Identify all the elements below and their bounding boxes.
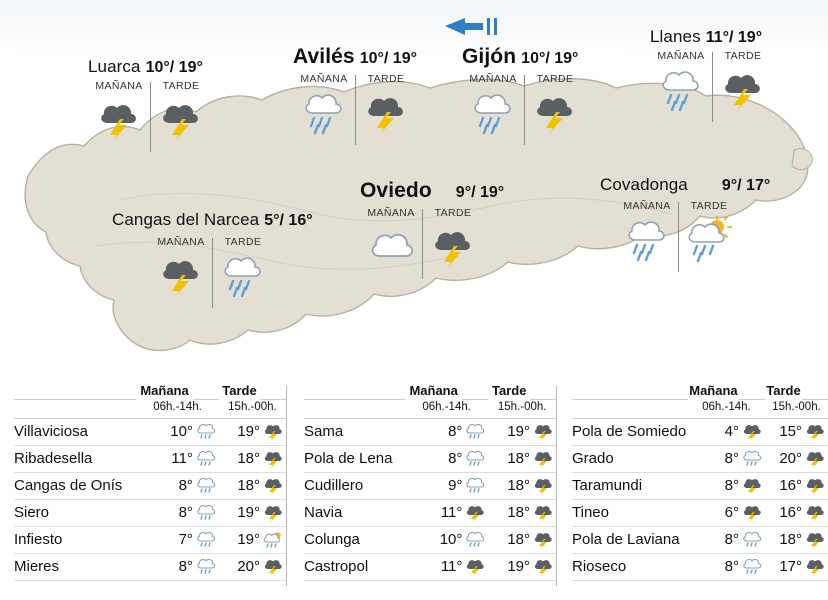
station-cangas-del-narcea-morning-label: MAÑANA	[157, 236, 205, 248]
row-name: Navia	[304, 499, 405, 526]
station-llanes-afternoon-icon-storm	[712, 64, 774, 114]
station-luarca-morning	[88, 80, 150, 144]
station-oviedo-morning-label: MAÑANA	[367, 207, 415, 219]
row-name: Rioseco	[572, 553, 688, 580]
station-oviedo-afternoon	[422, 207, 484, 271]
station-cangas-del-narcea-morning-icon-storm	[150, 250, 212, 300]
station-luarca-afternoon-label: TARDE	[162, 80, 200, 92]
row-afternoon-icon-storm	[530, 445, 556, 472]
table1-head-blank	[14, 382, 136, 399]
row-name: Pola de Somiedo	[572, 418, 688, 445]
station-cangas-del-narcea-afternoon	[212, 236, 274, 300]
table1-head-morning-icon	[193, 382, 219, 399]
station-aviles-name: Avilés	[293, 45, 355, 68]
table3-head-morning-icon	[739, 382, 765, 399]
table2-head-blank	[304, 382, 405, 399]
station-covadonga-name: Covadonga	[600, 175, 688, 194]
row-morning-icon-rain	[739, 445, 765, 472]
table-row	[304, 499, 556, 526]
table-row	[304, 418, 556, 445]
station-cangas-del-narcea-afternoon-icon-rain	[212, 250, 274, 300]
row-afternoon-icon-storm	[530, 418, 556, 445]
station-gijon-afternoon-icon-storm	[524, 87, 586, 137]
row-name: Villaviciosa	[14, 418, 136, 445]
station-oviedo-morning-icon-cloud	[360, 221, 422, 271]
row-afternoon-icon-storm	[802, 553, 828, 580]
row-afternoon-icon-storm	[530, 526, 556, 553]
table1-body	[14, 418, 286, 580]
station-gijon-name: Gijón	[462, 45, 517, 68]
station-llanes-name: Llanes	[650, 27, 701, 46]
station-oviedo-afternoon-icon-storm	[422, 221, 484, 271]
table1-head-afternoon-icon	[260, 382, 286, 399]
table2-head-morning: Mañana	[409, 383, 458, 398]
station-llanes-header	[650, 28, 774, 46]
row-morning-icon-rain	[462, 526, 488, 553]
forecast-table-3-grid	[572, 382, 828, 581]
row-morning-temp: 11°	[405, 553, 463, 580]
station-aviles-temps: 10°/ 19°	[359, 50, 417, 67]
station-oviedo	[360, 180, 504, 271]
row-afternoon-temp: 17°	[765, 553, 802, 580]
table-row	[304, 526, 556, 553]
table-separator-2	[556, 386, 557, 586]
row-afternoon-temp: 19°	[488, 418, 530, 445]
row-afternoon-temp: 20°	[219, 553, 260, 580]
row-name: Sama	[304, 418, 405, 445]
table2-body	[304, 418, 556, 580]
station-llanes	[650, 28, 774, 114]
station-luarca-name: Luarca	[88, 57, 141, 76]
station-cangas-del-narcea-temps: 5°/ 16°	[264, 212, 313, 229]
row-morning-temp: 8°	[405, 418, 463, 445]
table3-body	[572, 418, 828, 580]
station-oviedo-morning	[360, 207, 422, 271]
table-row	[572, 526, 828, 553]
table2-head-afternoon: Tarde	[491, 383, 527, 398]
row-morning-icon-rain	[193, 553, 219, 580]
station-gijon-morning-icon-rain	[462, 87, 524, 137]
forecast-table-2	[286, 372, 556, 600]
row-afternoon-icon-storm	[802, 499, 828, 526]
row-morning-temp: 8°	[688, 445, 739, 472]
station-llanes-afternoon-label: TARDE	[724, 50, 762, 62]
row-afternoon-temp: 19°	[219, 418, 260, 445]
station-cangas-del-narcea-header	[112, 211, 313, 229]
row-afternoon-temp: 18°	[488, 445, 530, 472]
row-morning-icon-storm	[462, 553, 488, 580]
station-aviles-afternoon-icon-storm	[355, 87, 417, 137]
row-afternoon-icon-storm	[802, 472, 828, 499]
forecast-table-1-grid	[14, 382, 286, 581]
table3-subhead-blank	[572, 399, 688, 418]
row-name: Taramundi	[572, 472, 688, 499]
row-afternoon-icon-storm	[530, 472, 556, 499]
row-name: Siero	[14, 499, 136, 526]
table-row	[14, 499, 286, 526]
station-llanes-morning-icon-rain	[650, 64, 712, 114]
station-luarca	[88, 58, 212, 144]
station-luarca-afternoon-icon-storm	[150, 94, 212, 144]
forecast-table-2-grid	[304, 382, 556, 581]
station-llanes-morning	[650, 50, 712, 114]
row-afternoon-icon-storm	[260, 445, 286, 472]
row-afternoon-icon-storm	[260, 553, 286, 580]
row-morning-icon-storm	[739, 472, 765, 499]
row-afternoon-temp: 16°	[765, 499, 802, 526]
row-morning-icon-rain	[462, 445, 488, 472]
station-luarca-header	[88, 58, 212, 76]
row-morning-icon-rain	[193, 526, 219, 553]
table2-head-afternoon-icon	[530, 382, 556, 399]
station-covadonga-morning	[616, 200, 678, 264]
table-row	[14, 526, 286, 553]
table-row	[14, 445, 286, 472]
row-morning-icon-rain	[193, 472, 219, 499]
row-afternoon-temp: 19°	[488, 553, 530, 580]
table2-head-morning-icon	[462, 382, 488, 399]
row-name: Cangas de Onís	[14, 472, 136, 499]
table1-subhead-blank	[14, 399, 136, 418]
table-row	[572, 499, 828, 526]
table3-head-morning: Mañana	[689, 383, 738, 398]
table-row	[14, 418, 286, 445]
wind-arrow-icon	[443, 16, 503, 40]
table-separator-1	[286, 386, 287, 586]
row-afternoon-icon-storm	[802, 526, 828, 553]
station-aviles-morning-label: MAÑANA	[300, 73, 348, 85]
table-row	[572, 445, 828, 472]
station-gijon-morning-label: MAÑANA	[469, 73, 517, 85]
row-morning-icon-rain	[739, 526, 765, 553]
station-luarca-morning-icon-storm	[88, 94, 150, 144]
station-llanes-temps: 11°/ 19°	[705, 29, 763, 46]
table1-head-afternoon: Tarde	[222, 383, 257, 398]
row-afternoon-temp: 18°	[488, 499, 530, 526]
table-row	[304, 553, 556, 580]
table2-subhead-blank	[304, 399, 405, 418]
station-luarca-afternoon	[150, 80, 212, 144]
station-cangas-del-narcea-afternoon-label: TARDE	[224, 236, 262, 248]
row-name: Infiesto	[14, 526, 136, 553]
row-afternoon-temp: 18°	[488, 526, 530, 553]
row-morning-temp: 7°	[136, 526, 193, 553]
row-morning-icon-storm	[462, 499, 488, 526]
row-afternoon-icon-storm	[530, 553, 556, 580]
row-morning-temp: 8°	[136, 472, 193, 499]
station-gijon	[462, 46, 586, 137]
table-row	[14, 472, 286, 499]
row-afternoon-temp: 18°	[219, 445, 260, 472]
station-aviles-afternoon	[355, 73, 417, 137]
station-oviedo-name: Oviedo	[360, 179, 432, 202]
table3-subhead-morning-time: 06h.-14h.	[688, 399, 765, 418]
station-llanes-morning-label: MAÑANA	[657, 50, 705, 62]
row-morning-temp: 10°	[405, 526, 463, 553]
row-name: Ribadesella	[14, 445, 136, 472]
row-afternoon-icon-sun-rain	[260, 526, 286, 553]
row-name: Colunga	[304, 526, 405, 553]
table1-subhead-morning-time: 06h.-14h.	[136, 399, 219, 418]
table3-head-afternoon: Tarde	[766, 383, 801, 398]
station-oviedo-temps: 9°/ 19°	[455, 184, 505, 201]
row-name: Cudillero	[304, 472, 405, 499]
row-name: Tineo	[572, 499, 688, 526]
row-afternoon-icon-storm	[802, 418, 828, 445]
station-cangas-del-narcea-morning	[150, 236, 212, 300]
station-covadonga-morning-icon-rain	[616, 214, 678, 264]
table3-head-afternoon-icon	[802, 382, 828, 399]
row-morning-icon-storm	[739, 418, 765, 445]
row-morning-icon-rain	[193, 445, 219, 472]
row-morning-icon-rain	[462, 418, 488, 445]
station-luarca-temps: 10°/ 19°	[145, 59, 203, 76]
row-name: Mieres	[14, 553, 136, 580]
station-cangas-del-narcea-name: Cangas del Narcea	[112, 210, 260, 229]
forecast-tables	[0, 372, 828, 600]
row-morning-temp: 4°	[688, 418, 739, 445]
forecast-table-1	[0, 372, 286, 600]
row-afternoon-icon-storm	[260, 418, 286, 445]
station-gijon-temps: 10°/ 19°	[521, 50, 579, 67]
station-cangas-del-narcea	[112, 210, 313, 300]
station-llanes-afternoon	[712, 50, 774, 114]
table-row	[572, 418, 828, 445]
station-aviles	[293, 46, 417, 137]
forecast-table-3	[556, 372, 828, 600]
row-morning-icon-rain	[193, 418, 219, 445]
station-covadonga	[600, 176, 770, 264]
station-gijon-morning	[462, 73, 524, 137]
table-row	[572, 553, 828, 580]
station-covadonga-afternoon-label: TARDE	[690, 200, 728, 212]
table-row	[572, 472, 828, 499]
row-morning-icon-rain	[193, 499, 219, 526]
row-afternoon-temp: 16°	[765, 472, 802, 499]
table-row	[14, 553, 286, 580]
row-afternoon-icon-storm	[530, 499, 556, 526]
row-afternoon-icon-storm	[260, 472, 286, 499]
row-afternoon-temp: 15°	[765, 418, 802, 445]
station-gijon-header	[462, 46, 586, 67]
station-aviles-morning	[293, 73, 355, 137]
station-covadonga-morning-label: MAÑANA	[623, 200, 671, 212]
row-afternoon-temp: 19°	[219, 499, 260, 526]
row-morning-temp: 11°	[405, 499, 463, 526]
row-afternoon-temp: 19°	[219, 526, 260, 553]
station-gijon-afternoon-label: TARDE	[536, 73, 574, 85]
row-afternoon-temp: 18°	[219, 472, 260, 499]
station-covadonga-afternoon-icon-sun-rain	[678, 214, 740, 264]
row-morning-icon-storm	[739, 499, 765, 526]
row-morning-temp: 11°	[136, 445, 193, 472]
station-covadonga-temps: 9°/ 17°	[721, 177, 771, 194]
row-morning-temp: 8°	[688, 526, 739, 553]
row-afternoon-icon-storm	[260, 499, 286, 526]
station-aviles-morning-icon-rain	[293, 87, 355, 137]
row-afternoon-temp: 18°	[488, 472, 530, 499]
table1-subhead-afternoon-time: 15h.-00h.	[219, 399, 286, 418]
row-morning-temp: 6°	[688, 499, 739, 526]
table3-subhead-afternoon-time: 15h.-00h.	[765, 399, 828, 418]
station-gijon-afternoon	[524, 73, 586, 137]
row-morning-temp: 8°	[688, 472, 739, 499]
station-oviedo-header	[360, 180, 504, 201]
row-morning-temp: 8°	[688, 553, 739, 580]
row-morning-temp: 8°	[405, 445, 463, 472]
station-covadonga-afternoon	[678, 200, 740, 264]
row-afternoon-temp: 20°	[765, 445, 802, 472]
table2-subhead-afternoon-time: 15h.-00h.	[488, 399, 556, 418]
row-name: Castropol	[304, 553, 405, 580]
row-name: Pola de Lena	[304, 445, 405, 472]
table-row	[304, 472, 556, 499]
station-covadonga-header	[600, 176, 770, 194]
table-row	[304, 445, 556, 472]
row-morning-temp: 8°	[136, 499, 193, 526]
station-aviles-header	[293, 46, 417, 67]
station-oviedo-afternoon-label: TARDE	[434, 207, 472, 219]
row-afternoon-icon-storm	[802, 445, 828, 472]
row-name: Grado	[572, 445, 688, 472]
station-aviles-afternoon-label: TARDE	[367, 73, 405, 85]
row-name: Pola de Laviana	[572, 526, 688, 553]
row-morning-temp: 10°	[136, 418, 193, 445]
table2-subhead-morning-time: 06h.-14h.	[405, 399, 489, 418]
row-morning-icon-rain	[462, 472, 488, 499]
row-morning-icon-rain	[739, 553, 765, 580]
station-luarca-morning-label: MAÑANA	[95, 80, 143, 92]
table1-head-morning: Mañana	[140, 383, 189, 398]
row-morning-temp: 9°	[405, 472, 463, 499]
row-afternoon-temp: 18°	[765, 526, 802, 553]
row-morning-temp: 8°	[136, 553, 193, 580]
table3-head-blank	[572, 382, 688, 399]
